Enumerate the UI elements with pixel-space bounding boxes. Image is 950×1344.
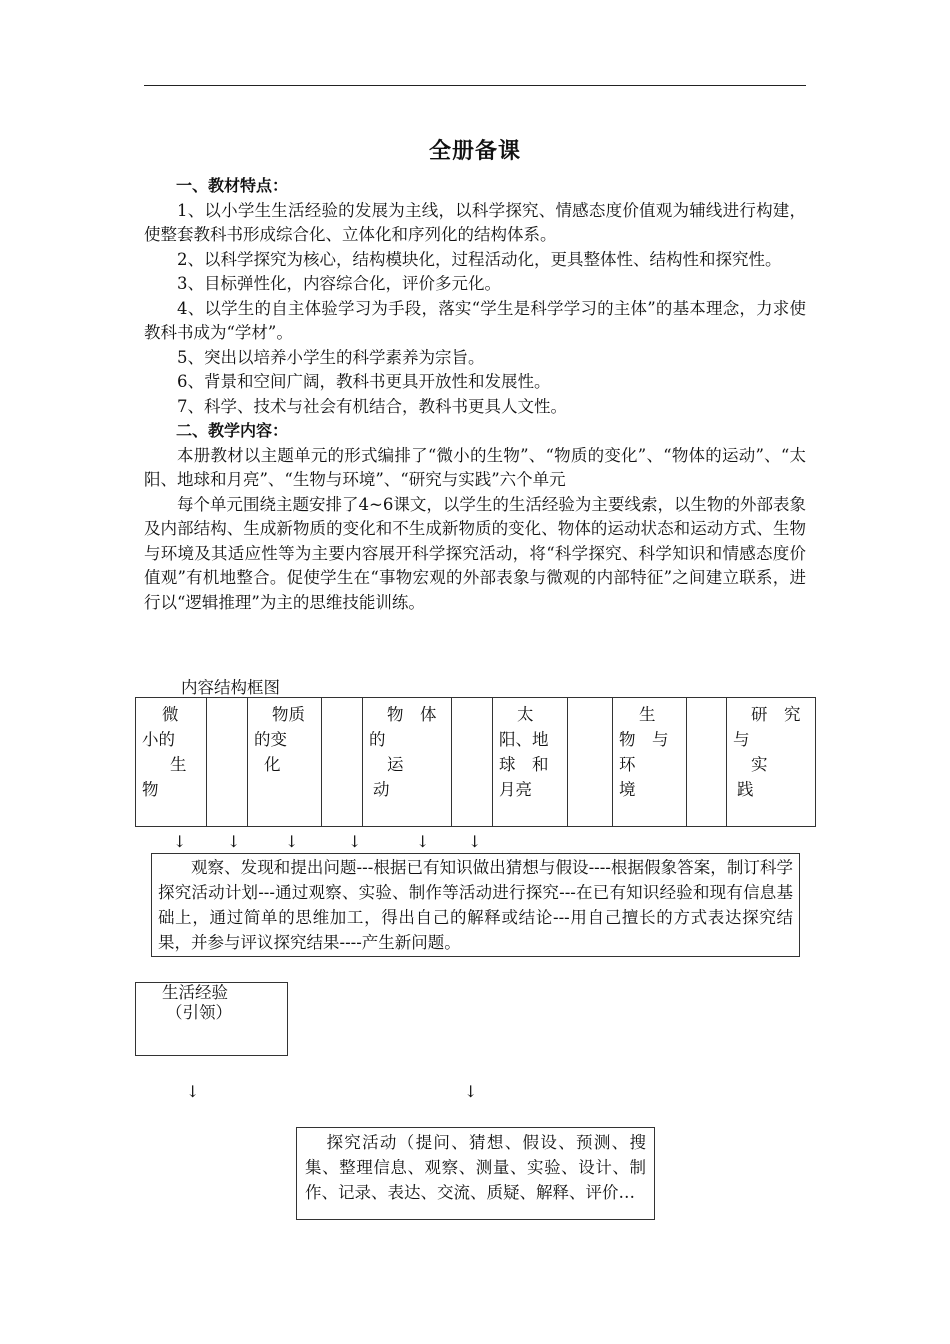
process-text: 观察、发现和提出问题---根据已有知识做出猜想与假设----根据假象答案，制订科学探究活动计划---通过观察、实验、制作等活动进行探究---在已有知识经验和现有信息基础上，通过简单的思维加工，得出自己的解释或结论---用自己擅长的方式表达探究结果，并参与评议探究结果----产生新问题。	[158, 858, 793, 952]
section-heading-features: 一、教材特点：	[176, 176, 289, 195]
unit-line: 物	[142, 780, 159, 799]
activity-box	[296, 1127, 655, 1220]
unit-line: 生	[639, 705, 656, 724]
life-box-subtitle: （引领）	[166, 1003, 232, 1022]
unit-line: 月亮	[499, 780, 532, 799]
unit-line: 物质	[272, 705, 305, 724]
content-paragraph-2: 每个单元围绕主题安排了4~6课文，以学生的生活经验为主要线索，以生物的外部表象及内部结构、生成新物质的变化和不生成新物质的变化、物体的运动状态和运动方式、生物与环境及其适应性等为主要内容展开科学探究活动，将“科学探究、科学知识和情感态度价值观”有机地整合。促使学生在“事物宏观的外部表象与微观的内部特征”之间建立联系，进行以“逻辑推理”为主的思维技能训练。	[144, 494, 806, 612]
down-arrow-icon: ↓	[468, 832, 482, 851]
unit-box-sun-earth-moon	[492, 697, 568, 827]
down-arrow-icon: ↓	[186, 1082, 200, 1101]
section-heading-content: 二、教学内容：	[176, 421, 289, 440]
unit-gap	[206, 697, 248, 827]
feature-item-4: 4、以学生的自主体验学习为手段，落实“学生是科学学习的主体”的基本理念，力求使教科书成为“学材”。	[144, 298, 806, 342]
feature-item-2: 2、以科学探究为核心，结构模块化，过程活动化，更具整体性、结构性和探究性。	[177, 249, 782, 269]
unit-gap	[686, 697, 727, 827]
feature-item-7: 7、科学、技术与社会有机结合，教科书更具人文性。	[177, 396, 567, 416]
down-arrow-icon: ↓	[348, 832, 362, 851]
unit-line: 微	[162, 705, 179, 724]
down-arrow-icon: ↓	[285, 832, 299, 851]
unit-line: 环	[619, 755, 636, 774]
life-experience-box	[135, 982, 288, 1056]
process-box	[151, 853, 800, 957]
feature-item-1: 1、以小学生生活经验的发展为主线，以科学探究、情感态度价值观为辅线进行构建，使整套教科书形成综合化、立体化和序列化的结构体系。	[144, 200, 806, 244]
unit-line: 与	[733, 730, 750, 749]
feature-item-6: 6、背景和空间广阔，教科书更具开放性和发展性。	[177, 372, 551, 391]
unit-line: 的	[369, 730, 386, 749]
unit-line: 践	[737, 780, 754, 799]
content-paragraph-1: 本册教材以主题单元的形式编排了“微小的生物”、“物质的变化”、“物体的运动”、“太阳、地球和月亮”、“生物与环境”、“研究与实践”六个单元	[144, 445, 806, 489]
unit-line: 的变	[254, 730, 287, 749]
unit-line: 境	[619, 780, 636, 799]
header-rule	[144, 85, 806, 86]
life-box-title: 生活经验	[162, 983, 228, 1002]
unit-line: 研 究	[751, 705, 801, 724]
unit-line: 物 体	[387, 705, 437, 724]
unit-line: 小的	[142, 730, 175, 749]
unit-line: 动	[373, 780, 390, 799]
unit-gap	[451, 697, 493, 827]
unit-line: 阳、地	[499, 730, 549, 749]
unit-line: 运	[387, 755, 404, 774]
unit-box-tiny-organisms	[135, 697, 207, 827]
unit-line: 生	[170, 755, 187, 774]
down-arrow-icon: ↓	[416, 832, 430, 851]
unit-box-object-motion	[362, 697, 452, 827]
unit-line: 球 和	[499, 755, 549, 774]
down-arrow-icon: ↓	[173, 832, 187, 851]
unit-line: 化	[264, 755, 281, 774]
down-arrow-icon: ↓	[464, 1082, 478, 1101]
unit-box-matter-change	[247, 697, 322, 827]
down-arrow-icon: ↓	[227, 832, 241, 851]
unit-box-research-practice	[726, 697, 816, 827]
feature-item-5: 5、突出以培养小学生的科学素养为宗旨。	[177, 347, 485, 367]
unit-line: 物 与	[619, 730, 669, 749]
activity-text: 探究活动（提问、猜想、假设、预测、搜集、整理信息、观察、测量、实验、设计、制作、记录、表达、交流、质疑、解释、评价…	[305, 1133, 646, 1202]
body-text	[144, 174, 806, 615]
unit-line: 实	[751, 755, 768, 774]
unit-box-organisms-environment	[612, 697, 687, 827]
page-title: 全册备课	[428, 139, 521, 164]
unit-line: 太	[517, 705, 534, 724]
diagram-label: 内容结构框图	[181, 678, 280, 697]
feature-item-3: 3、目标弹性化，内容综合化，评价多元化。	[177, 274, 501, 293]
unit-gap	[321, 697, 363, 827]
unit-gap	[567, 697, 613, 827]
